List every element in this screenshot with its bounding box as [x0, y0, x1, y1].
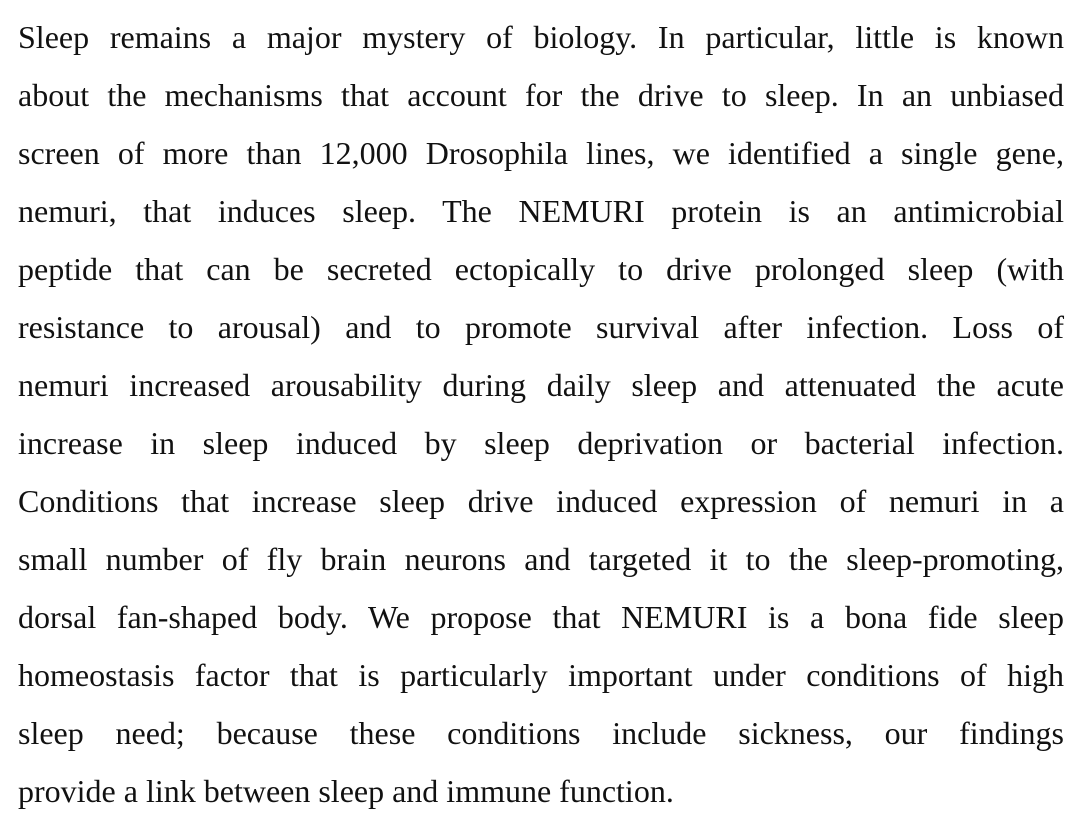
- paragraph-line: resistance to arousal) and to promote survival after infection. Loss of: [18, 309, 1064, 345]
- paragraph-line: increase in sleep induced by sleep deprivation or bacterial infection.: [18, 425, 1064, 461]
- paragraph-line: nemuri, that induces sleep. The NEMURI protein is an antimicrobial: [18, 193, 1064, 229]
- paragraph-line: Conditions that increase sleep drive induced expression of nemuri in a: [18, 483, 1064, 519]
- paragraph-line: nemuri increased arousability during daily sleep and attenuated the acute: [18, 367, 1064, 403]
- paragraph-line: provide a link between sleep and immune function.: [18, 773, 674, 809]
- paragraph-line: peptide that can be secreted ectopically to drive prolonged sleep (with: [18, 251, 1064, 287]
- paragraph-line: small number of fly brain neurons and targeted it to the sleep-promoting,: [18, 541, 1064, 577]
- paragraph-line: dorsal fan-shaped body. We propose that NEMURI is a bona fide sleep: [18, 599, 1064, 635]
- abstract-paragraph: [18, 8, 1064, 820]
- paragraph-line: about the mechanisms that account for the drive to sleep. In an unbiased: [18, 77, 1064, 113]
- paragraph-line: sleep need; because these conditions include sickness, our findings: [18, 715, 1064, 751]
- paragraph-line: Sleep remains a major mystery of biology. In particular, little is known: [18, 19, 1064, 55]
- paragraph-line: screen of more than 12,000 Drosophila lines, we identified a single gene,: [18, 135, 1064, 171]
- paragraph-line: homeostasis factor that is particularly important under conditions of high: [18, 657, 1064, 693]
